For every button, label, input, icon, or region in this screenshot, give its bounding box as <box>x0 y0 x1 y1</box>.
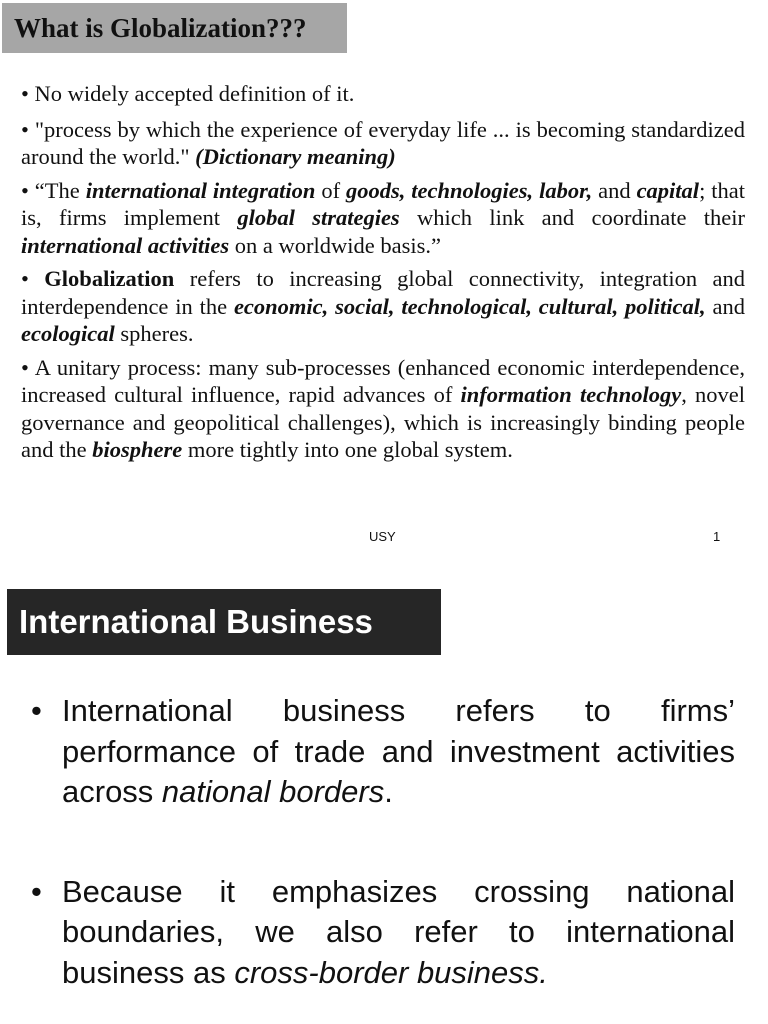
slide-international-business <box>0 560 768 1024</box>
bullet-no-definition: • No widely accepted definition of it. <box>21 81 355 106</box>
bullet-list <box>31 691 735 993</box>
bullet-process-definition: • "process by which the experience of everyday life ... is becoming standardized around the world." (Dictionary meaning) <box>21 116 745 169</box>
bullet-cross-border: • Because it emphasizes crossing national boundaries, we also refer to international business as cross-border business. <box>31 873 735 990</box>
footer-label: USY <box>369 529 396 544</box>
page-number: 1 <box>713 529 721 544</box>
bullet-marker: • <box>31 873 42 909</box>
slide-title-globalization: What is Globalization??? <box>2 3 347 53</box>
bullet-globalization-connectivity: • Globalization refers to increasing global connectivity, integration and interdependence in the economic, social, technological, cultural, political, and ecological spheres. <box>21 266 746 346</box>
bullet-unitary-process: • A unitary process: many sub-processes (enhanced economic interdependence, increased cultural influence, rapid advances of information technology, novel governance and geopolitical challenges), which is increasingly binding people and the biosphere more tightly into one global system. <box>21 354 745 462</box>
bullet-international-integration: • “The international integration of goods, technologies, labor, and capital; that is, firms implement global strategies which link and coordinate their international activities on a worldwide basis.” <box>21 177 745 258</box>
slide-title-international-business: International Business <box>7 589 441 655</box>
bullet-marker: • <box>31 693 42 728</box>
bullet-list <box>21 80 745 470</box>
bullet-ib-definition: • International business refers to firms’ performance of trade and investment activities across national borders. <box>31 693 735 809</box>
